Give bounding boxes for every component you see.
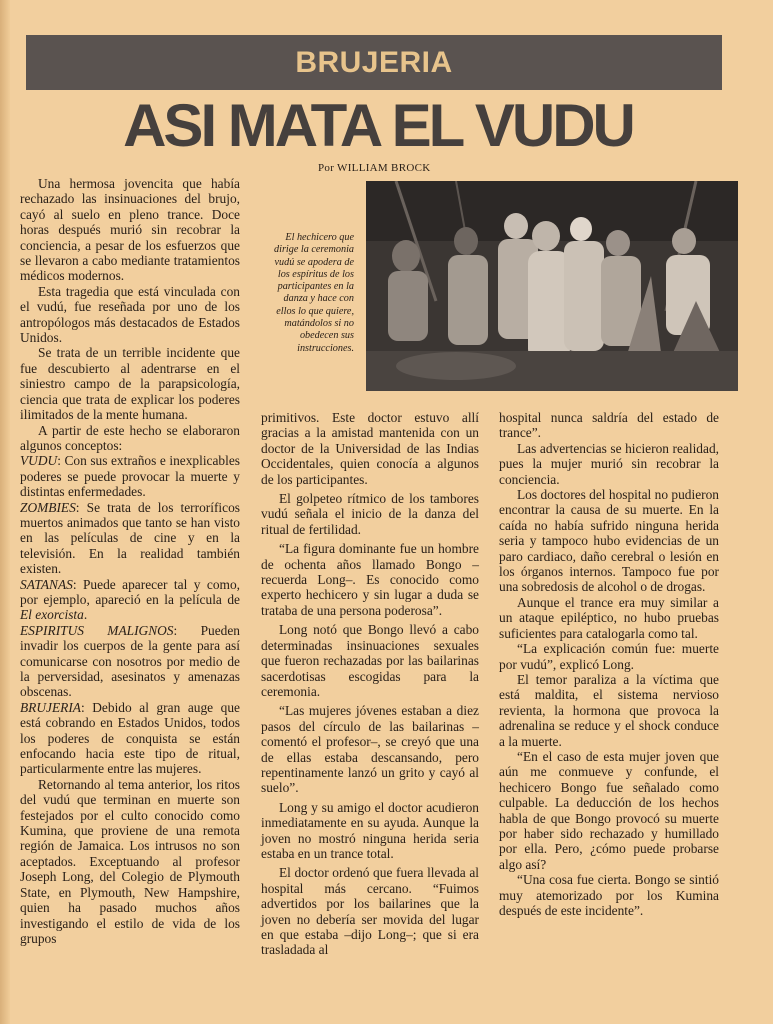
term: BRUJERIA [20, 699, 81, 715]
ritual-photo-illustration [366, 181, 738, 391]
paragraph: Las advertencias se hicieron realidad, pues la mujer murió sin recobrar la conciencia. [499, 440, 719, 487]
byline: Por WILLIAM BROCK [318, 162, 431, 174]
definition-brujeria [20, 700, 240, 777]
paragraph: “Una cosa fue cierta. Bongo se sintió muy atemorizado por los Kumina después de este incidente”. [499, 872, 719, 918]
paragraph: “En el caso de esta mujer joven que aún me conmueve y confunde, el hechicero Bongo fue señalado como culpable. La deducción de los hechos habla de que Bongo provocó su muerte por haber sido rechazado y humillado por ella. Pero, ¿cómo puede probarse algo así? [499, 748, 719, 872]
paragraph: Long y su amigo el doctor acudieron inmediatamente en su ayuda. Aunque la joven no mostró ninguna herida seria estaba en un trance total. [261, 799, 479, 861]
section-label: BRUJERIA [295, 45, 453, 79]
paragraph: Aunque el trance era muy similar a un ataque epiléptico, no hubo pruebas suficientes para catalogarla como tal. [499, 594, 719, 641]
definition-text: : Se trata de los terroríficos muertos animados que tanto se han visto en las películas de cine y en la televisión. En la realidad también existen. [20, 499, 240, 577]
ritual-photo [366, 181, 738, 391]
definition-text: : Debido al gran auge que está cobrando en Estados Unidos, todos los poderes de conquista se están enfocando hacia este tipo de ritual, particularmente entre las mujeres. [20, 699, 240, 777]
term: VUDU [20, 453, 58, 469]
paragraph: Los doctores del hospital no pudieron encontrar la causa de su muerte. En la caída no había sufrido ninguna herida seria y tampoco hubo evidencias de un paro cardiaco, daño cerebral o lesión en los órganos internos. Tampoco fue por una sobredosis de alcohol o de drogas. [499, 487, 719, 595]
definition-text: : Pueden invadir los cuerpos de la gente para así comunicarse con nosotros por medio de la perversidad, asesinatos y amenazas obscenas. [20, 622, 240, 700]
headline: ASI MATA EL VUDU [123, 92, 633, 159]
definition-zombies [20, 500, 240, 577]
paragraph: El golpeteo rítmico de los tambores vudú señala el inicio de la danza del ritual de fertilidad. [261, 491, 479, 537]
paragraph: “La figura dominante fue un hombre de ochenta años llamado Bongo –recuerda Long–. Es conocido como experto hechicero y sin lugar a duda se trataba de una persona poderosa”. [261, 541, 479, 618]
term: SATANAS [20, 576, 73, 592]
paragraph: “Las mujeres jóvenes estaban a diez pasos del círculo de las bailarinas –comentó el profesor–, se creyó que una de ellas estaba descansando, pero repentinamente lanzó un grito y cayó al suelo”. [261, 703, 479, 796]
section-banner [26, 35, 722, 90]
column-1 [20, 176, 240, 946]
paragraph: Se trata de un terrible incidente que fue descubierto al adentrarse en el siniestro campo de la parapsicología, ciencia que trata de explicar los poderes ilimitados de la mente humana. [20, 345, 240, 423]
paragraph: A partir de este hecho se elaboraron algunos conceptos: [20, 422, 240, 453]
definition-satanas [20, 577, 240, 623]
film-title: El exorcista [20, 607, 84, 623]
paragraph: Retornando al tema anterior, los ritos del vudú que terminan en muerte son festejados por el culto conocido como Kumina, que proviene de una remota región de Jamaica. Los intrusos no son aceptados. Exceptuando al profesor Joseph Long, del Colegio de Plymouth State, en Plymouth, New Hampshire, quien ha pasado muchos años investigando el estilo de vida de los grupos [20, 776, 240, 946]
paragraph: primitivos. Este doctor estuvo allí gracias a la amistad mantenida con un doctor de la Universidad de las Indias Occidentales, quien conocía a algunos de los participantes. [261, 410, 479, 487]
paragraph: Esta tragedia que está vinculada con el vudú, fue reseñada por uno de los antropólogos más destacados de Estados Unidos. [20, 283, 240, 346]
column-3 [499, 410, 719, 918]
paragraph: hospital nunca saldría del estado de trance”. [499, 410, 719, 441]
definition-text: : Con sus extraños e inexplicables poderes se puede provocar la muerte y distintas enfermedades. [20, 453, 240, 500]
definition-espiritus [20, 623, 240, 700]
photo-caption: El hechicero que dirige la ceremonia vudú se apodera de los espíritus de los participantes en la danza y hace con ellos lo que quiere, matándolos si no obedecen sus instrucciones. [274, 232, 354, 354]
paragraph: El temor paraliza a la víctima que está maldita, el sistema nervioso revienta, la hormona que provoca la adrenalina se reduce y el shock conduce a la muerte. [499, 671, 719, 749]
paragraph: El doctor ordenó que fuera llevada al hospital más cercano. “Fuimos advertidos por los bailarines que la joven no debería ser movida del lugar en que estaba –dijo Long–; que si era trasladada al [261, 865, 479, 958]
paragraph: “La explicación común fue: muerte por vudú”, explicó Long. [499, 641, 719, 672]
definition-vudu [20, 453, 240, 499]
page-edge [0, 0, 10, 1024]
definition-text: . [83, 607, 88, 623]
term: ESPIRITUS MALIGNOS [20, 622, 174, 638]
term: ZOMBIES [20, 499, 76, 515]
paragraph: Long notó que Bongo llevó a cabo determinadas insinuaciones sexuales que fueron rechazadas por las bailarinas sacerdotisas escogidas para la ceremonia. [261, 622, 479, 699]
definition-text: : Puede aparecer tal y como, por ejemplo, apareció en la película de [20, 576, 240, 607]
column-2 [261, 410, 479, 958]
paragraph: Una hermosa jovencita que había rechazado las insinuaciones del brujo, cayó al suelo en pleno trance. Doce horas después murió sin recobrar la conciencia, a pesar de los esfuerzos que se llevaron a cabo mediante tratamientos médicos modernos. [20, 176, 240, 284]
